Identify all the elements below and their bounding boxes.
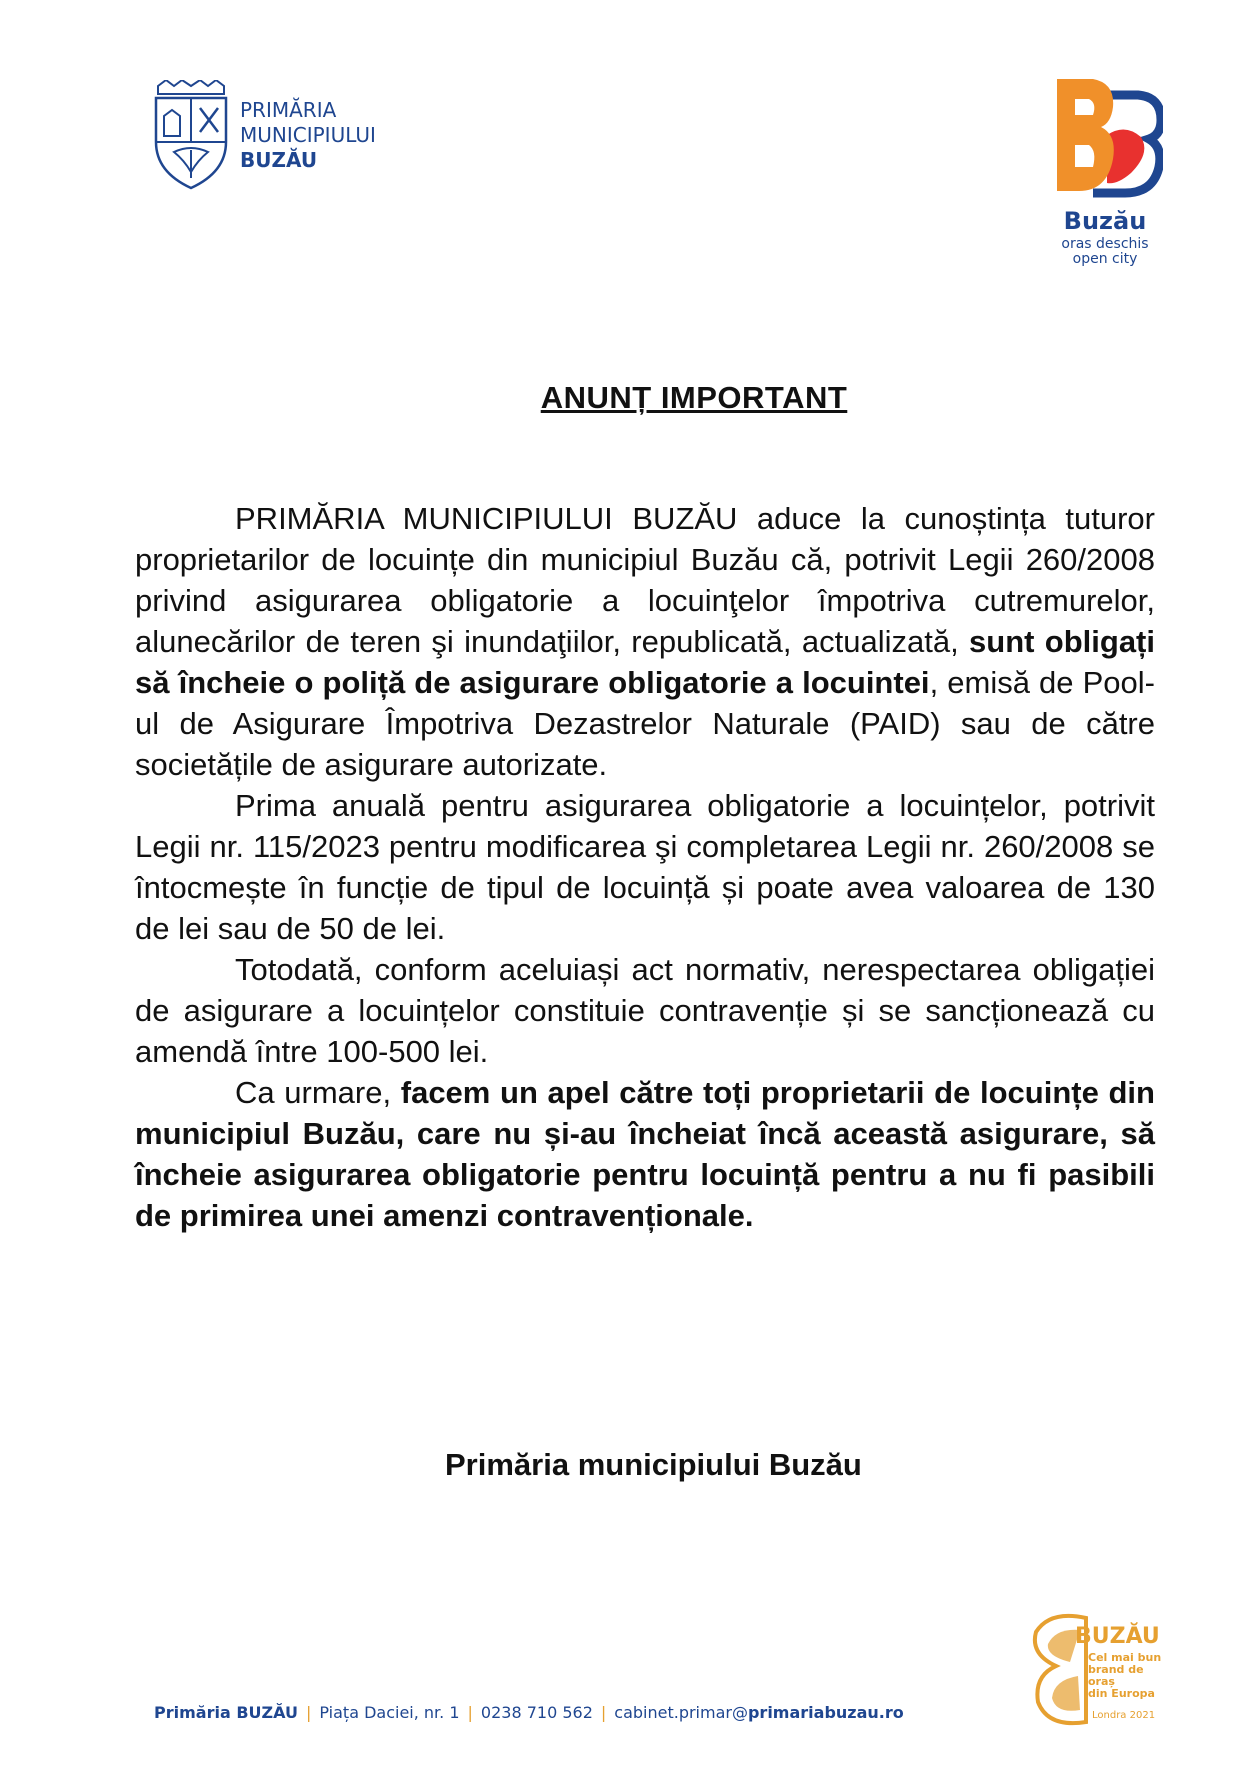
footer-email-user: cabinet.primar@: [614, 1703, 748, 1722]
badge-line-1: Cel mai bun: [1088, 1651, 1162, 1664]
paragraph-4-text: Ca urmare,: [235, 1075, 401, 1110]
footer-separator: |: [600, 1703, 607, 1722]
paragraph-3: Totodată, conform aceluiași act normativ, nerespectarea obligației de asigurare a locuințelor constituie contravenție și se sancționează cu amendă între 100-500 lei.: [135, 952, 1155, 1069]
paragraph-1: [135, 498, 1155, 785]
footer-email-domain: primariabuzau.ro: [747, 1703, 904, 1722]
badge-title: BUZĂU: [1075, 1624, 1160, 1649]
paragraph-1-text: PRIMĂRIA MUNICIPIULUI BUZĂU aduce la cunoștința tuturor proprietarilor de locuințe din municipiul Buzău că, potrivit Legii 260/2008 privind asigurarea obligatorie a locuinţelor împotriva cutremurelor, alunecărilor de teren şi inundaţiilor, republicată, actualizată,: [135, 501, 1155, 659]
municipality-logo: [150, 80, 400, 190]
announcement-body: [135, 498, 1155, 1236]
city-logo-tagline-ro: oras deschis: [1061, 236, 1149, 252]
footer-org: Primăria BUZĂU: [154, 1703, 298, 1722]
footer-address: Piața Daciei, nr. 1: [319, 1703, 460, 1722]
city-brand-logo: [1035, 75, 1185, 275]
city-logo-name: Buzău: [1063, 207, 1147, 235]
city-logo-tagline-en: open city: [1072, 251, 1138, 267]
badge-line-2: brand de oraș: [1088, 1663, 1144, 1688]
muni-logo-line3: BUZĂU: [240, 148, 318, 172]
award-badge: [1030, 1610, 1170, 1735]
paragraph-1-bold: sunt obligați să încheie o poliță de asigurare obligatorie a locuintei: [135, 624, 1155, 700]
paragraph-4: [135, 1072, 1155, 1236]
bb-brand-icon: [1053, 75, 1163, 200]
footer-email[interactable]: [614, 1703, 903, 1722]
signature: Primăria municipiului Buzău: [445, 1447, 862, 1482]
paragraph-2: Prima anuală pentru asigurarea obligatorie a locuințelor, potrivit Legii nr. 115/2023 pentru modificarea şi completarea Legii nr. 260/2008 se întocmește în funcție de tipul de locuință și poate avea valoarea de 130 de lei sau de 50 de lei.: [135, 788, 1155, 946]
announcement-title: ANUNȚ IMPORTANT: [540, 380, 848, 415]
city-crest-icon: [150, 80, 232, 190]
badge-line-3: din Europa: [1088, 1687, 1155, 1700]
muni-logo-line1: PRIMĂRIA: [240, 98, 337, 122]
badge-footer: Londra 2021: [1092, 1710, 1156, 1721]
paragraph-1-tail: , emisă de Pool-ul de Asigurare Împotriva Dezastrelor Naturale (PAID) sau de către societățile de asigurare autorizate.: [135, 665, 1156, 782]
muni-logo-line2: MUNICIPIULUI: [240, 123, 376, 147]
footer-phone: 0238 710 562: [480, 1703, 593, 1722]
footer-separator: |: [467, 1703, 473, 1722]
footer-separator: |: [305, 1703, 312, 1722]
footer-contact: [154, 1703, 904, 1722]
paragraph-4-bold: facem un apel către toți proprietarii de locuințe din municipiul Buzău, care nu și-au încheiat încă această asigurare, să încheie asigurarea obligatorie pentru locuință pentru a nu fi pasibili de primirea unei amenzi contravenționale.: [135, 1075, 1155, 1233]
